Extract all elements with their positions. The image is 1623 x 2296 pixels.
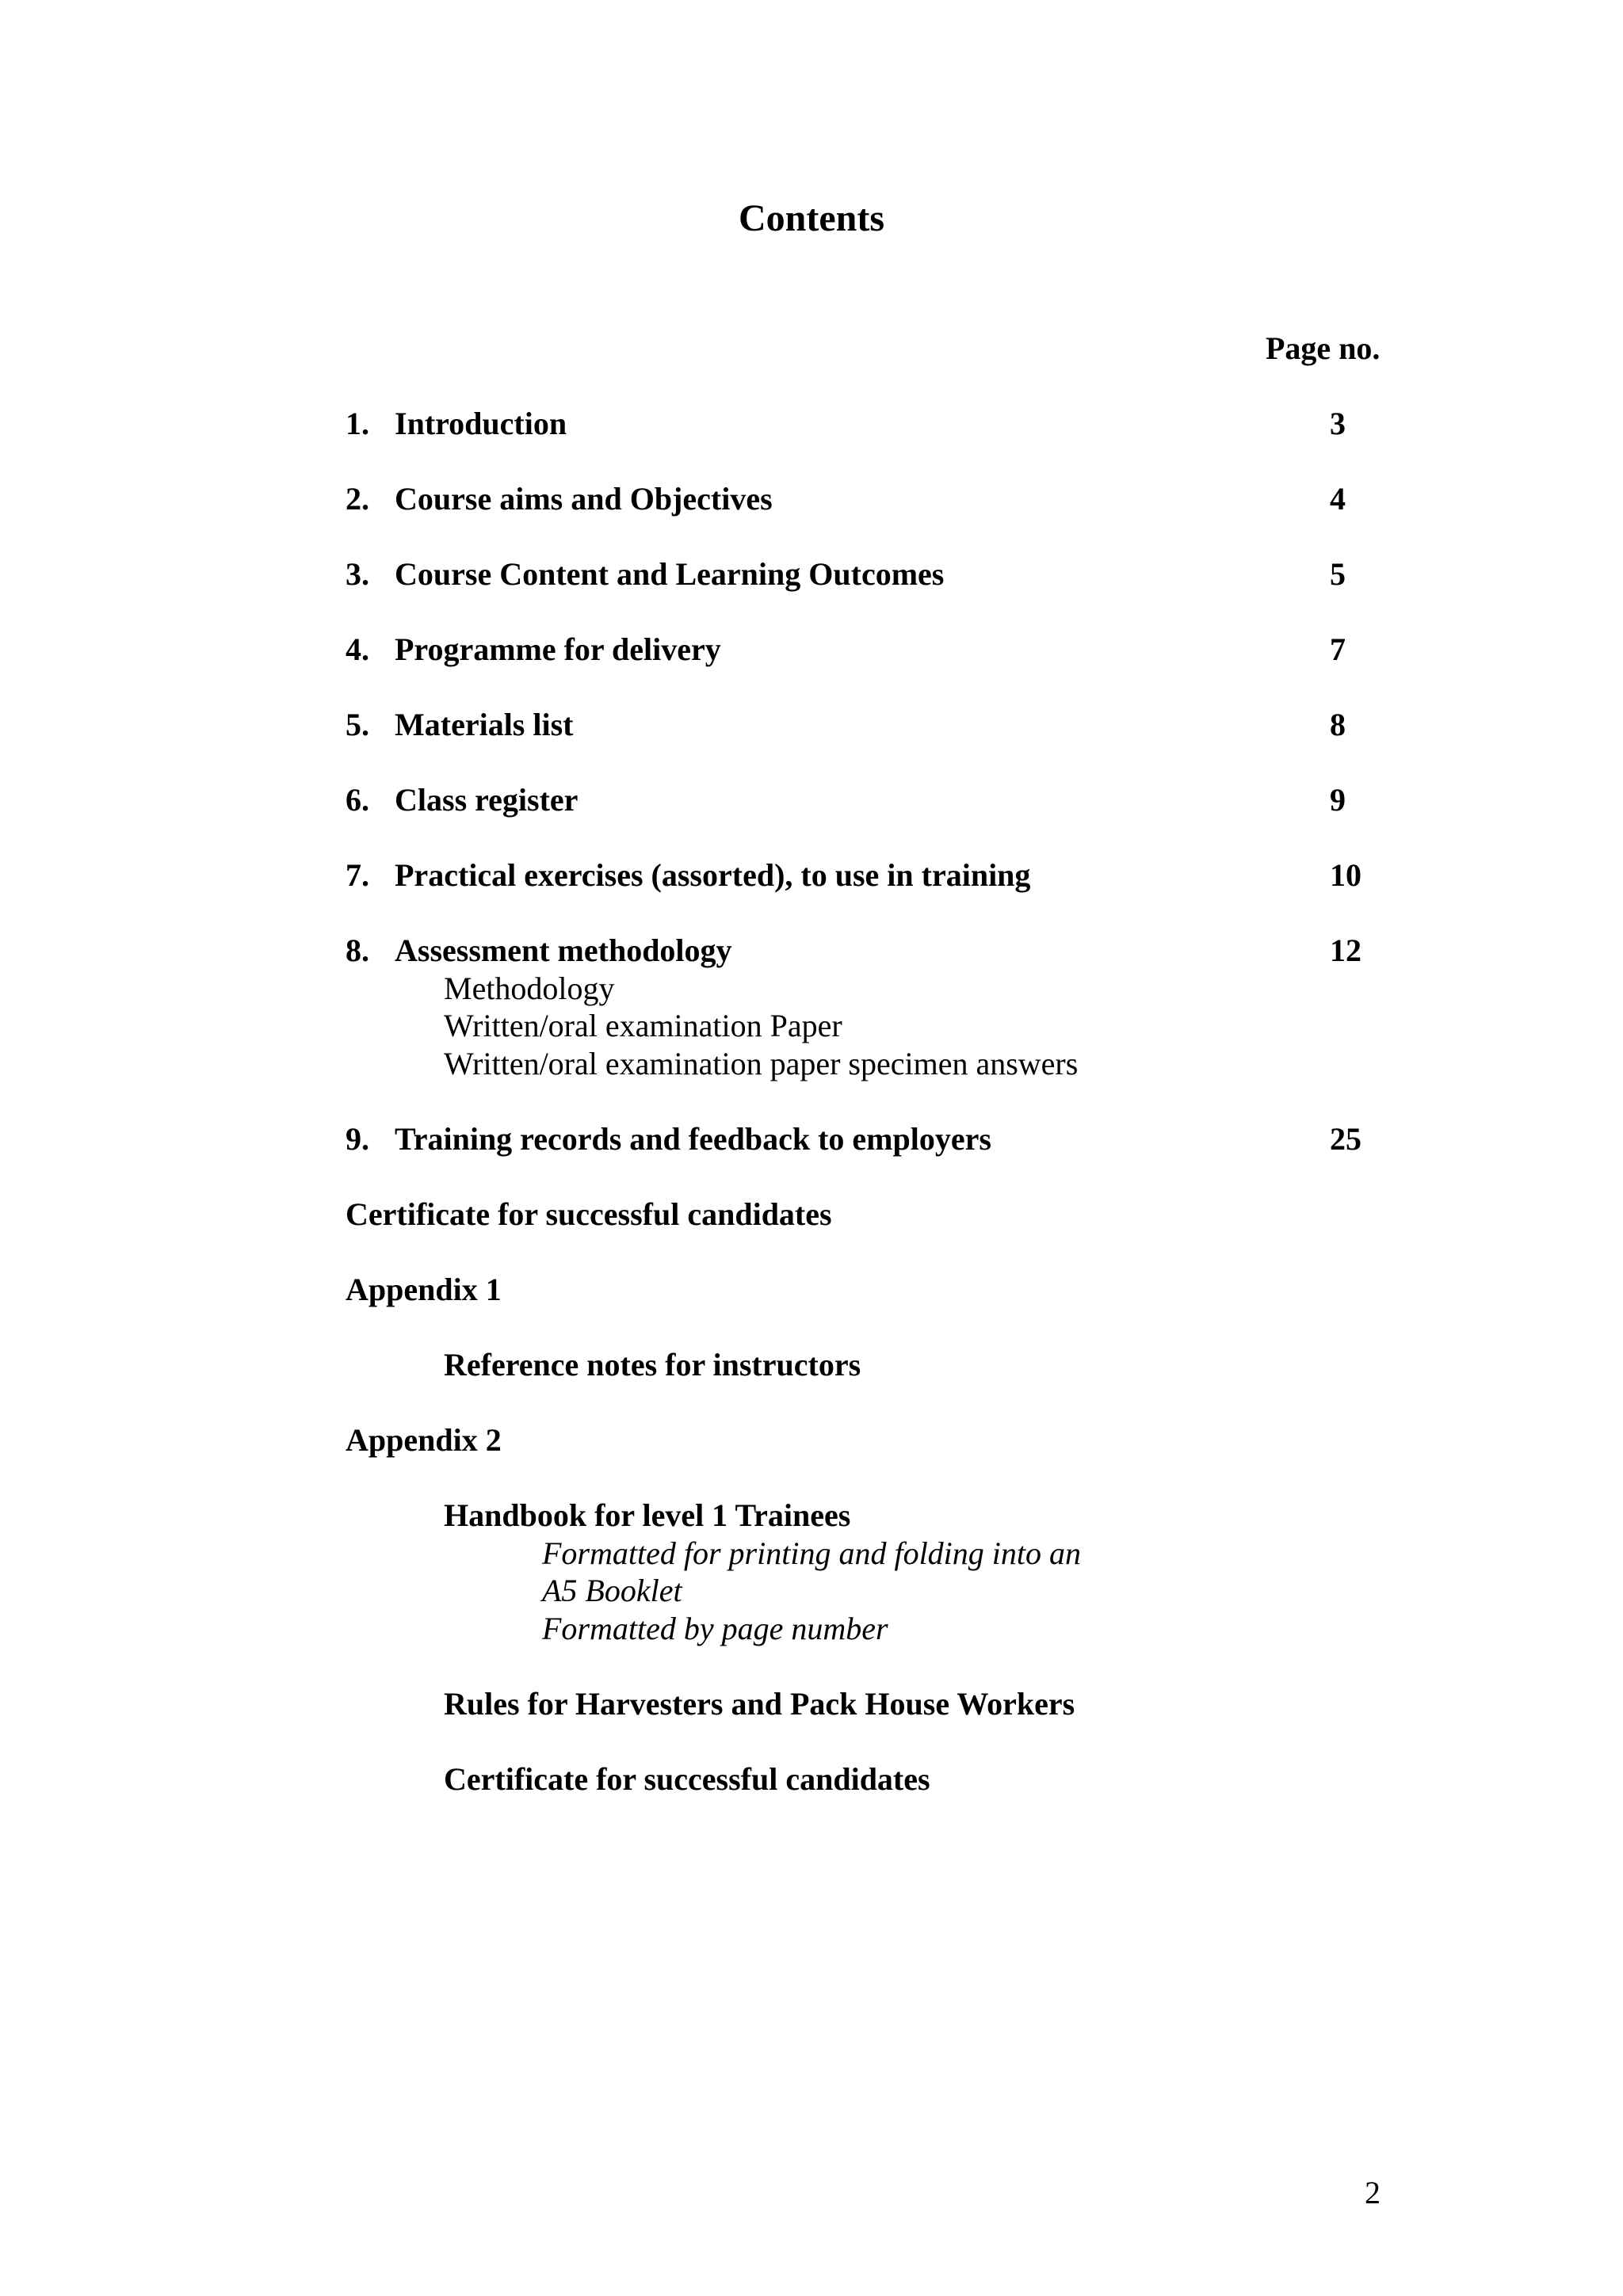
toc-entry-label: Training records and feedback to employers (395, 1121, 991, 1157)
toc-entry-label: Programme for delivery (395, 631, 721, 667)
toc-entry-page: 10 (1330, 857, 1361, 893)
toc-certificate: Certificate for successful candidates (346, 1196, 832, 1232)
toc-entry-label: Assessment methodology (395, 933, 732, 968)
toc-entry-number: 1. (346, 406, 369, 441)
appendix-2-title: Appendix 2 (346, 1422, 502, 1458)
toc-entry-number: 6. (346, 782, 369, 818)
toc-entry-label: Course aims and Objectives (395, 481, 773, 517)
toc-entry-page: 25 (1330, 1121, 1361, 1157)
appendix-1-title: Appendix 1 (346, 1272, 502, 1307)
toc-entry-page: 4 (1330, 481, 1346, 517)
toc-entry-page: 3 (1330, 406, 1346, 441)
appendix-2-rules: Rules for Harvesters and Pack House Workers (444, 1686, 1075, 1722)
toc-entry-number: 4. (346, 631, 369, 667)
toc-entry-page: 7 (1330, 631, 1346, 667)
toc-subitem: Written/oral examination paper specimen answers (444, 1046, 1079, 1081)
appendix-2-handbook: Handbook for level 1 Trainees (444, 1497, 851, 1533)
toc-entry-number: 3. (346, 556, 369, 592)
toc-entry-page: 5 (1330, 556, 1346, 592)
toc-entry-number: 9. (346, 1121, 369, 1157)
toc-entry-label: Introduction (395, 406, 567, 441)
toc-entry-number: 5. (346, 707, 369, 742)
toc-entry-page: 12 (1330, 933, 1361, 968)
toc-entry-number: 8. (346, 933, 369, 968)
toc-entry-page: 8 (1330, 707, 1346, 742)
appendix-2-handbook-note: Formatted by page number (542, 1611, 888, 1646)
appendix-2-certificate: Certificate for successful candidates (444, 1761, 930, 1797)
appendix-1-item: Reference notes for instructors (444, 1347, 861, 1383)
appendix-2-handbook-note: Formatted for printing and folding into an (542, 1535, 1082, 1571)
toc-subitem: Written/oral examination Paper (444, 1008, 842, 1043)
toc-entry-label: Materials list (395, 707, 574, 742)
toc-entry-number: 7. (346, 857, 369, 893)
toc-subitem: Methodology (444, 971, 615, 1006)
contents-title: Contents (738, 197, 884, 239)
page-number: 2 (1365, 2175, 1381, 2210)
appendix-2-handbook-note: A5 Booklet (542, 1573, 682, 1608)
toc-entry-number: 2. (346, 481, 369, 517)
toc-entry-page: 9 (1330, 782, 1346, 818)
toc-entry-label: Class register (395, 782, 579, 818)
toc-entry-label: Practical exercises (assorted), to use in training (395, 857, 1031, 893)
toc-entry-label: Course Content and Learning Outcomes (395, 556, 945, 592)
page-no-header: Page no. (1266, 330, 1381, 366)
